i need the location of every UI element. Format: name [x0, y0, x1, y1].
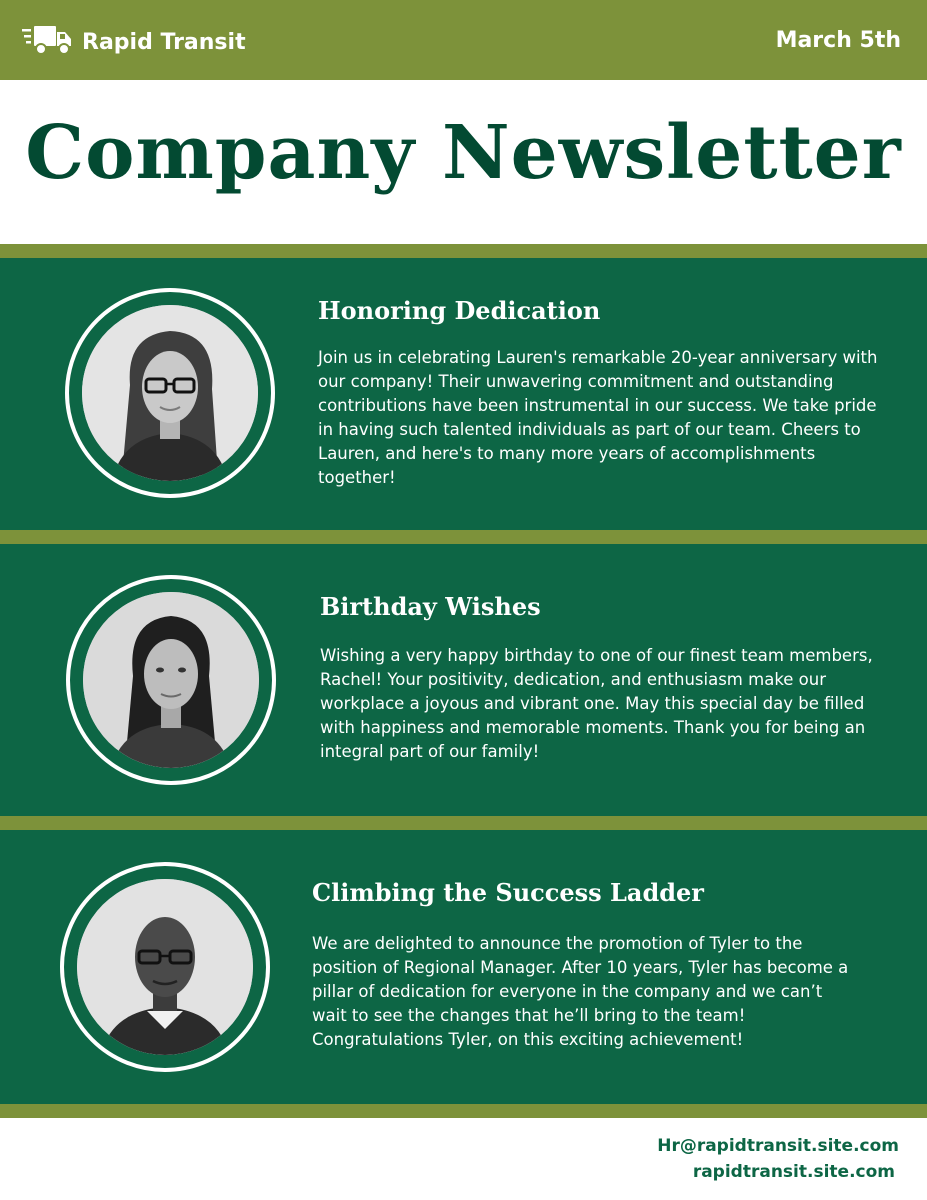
section-honoring-dedication	[0, 258, 927, 530]
section-title: Climbing the Success Ladder	[312, 878, 704, 907]
brand[interactable]	[22, 22, 246, 63]
section-birthday-wishes	[0, 544, 927, 816]
title-area	[0, 80, 927, 244]
divider-stripe	[0, 530, 927, 544]
photo-frame	[60, 862, 270, 1072]
newsletter-title: Company Newsletter	[25, 110, 902, 196]
delivery-truck-icon	[22, 22, 74, 63]
portrait-photo-tyler	[77, 879, 253, 1055]
brand-name: Rapid Transit	[82, 30, 246, 55]
section-success-ladder	[0, 830, 927, 1104]
website-link[interactable]: rapidtransit.site.com	[692, 1162, 895, 1182]
contact-email-link[interactable]: Hr@rapidtransit.site.com	[657, 1136, 899, 1156]
header-bar	[0, 0, 927, 80]
divider-stripe	[0, 816, 927, 830]
section-title: Birthday Wishes	[320, 592, 541, 621]
section-body: Join us in celebrating Lauren's remarkable 20-year anniversary with our company! Their unwavering commitment and outstanding contributions have been instrumental in our success. We take pride in having such talented individuals as part of our team. Cheers to Lauren, and here's to many more years of accomplishments together!	[318, 348, 878, 487]
photo-frame	[66, 575, 276, 785]
divider-stripe	[0, 1104, 927, 1118]
section-body: Wishing a very happy birthday to one of our finest team members, Rachel! Your positivity, dedication, and enthusiasm make our workplace a joyous and vibrant one. May this special day be filled with happiness and memorable moments. Thank you for being an integral part of our family!	[320, 646, 873, 761]
portrait-photo-rachel	[83, 592, 259, 768]
divider-stripe	[0, 244, 927, 258]
portrait-photo-lauren	[82, 305, 258, 481]
section-body: We are delighted to announce the promotion of Tyler to the position of Regional Manager. After 10 years, Tyler has become a pillar of dedication for everyone in the company and we can’t wait to see the changes that he’ll bring to the team! Congratulations Tyler, on this exciting achievement!	[312, 934, 849, 1049]
issue-date: March 5th	[775, 28, 901, 53]
footer	[0, 1118, 927, 1200]
photo-frame	[65, 288, 275, 498]
section-title: Honoring Dedication	[318, 296, 601, 325]
